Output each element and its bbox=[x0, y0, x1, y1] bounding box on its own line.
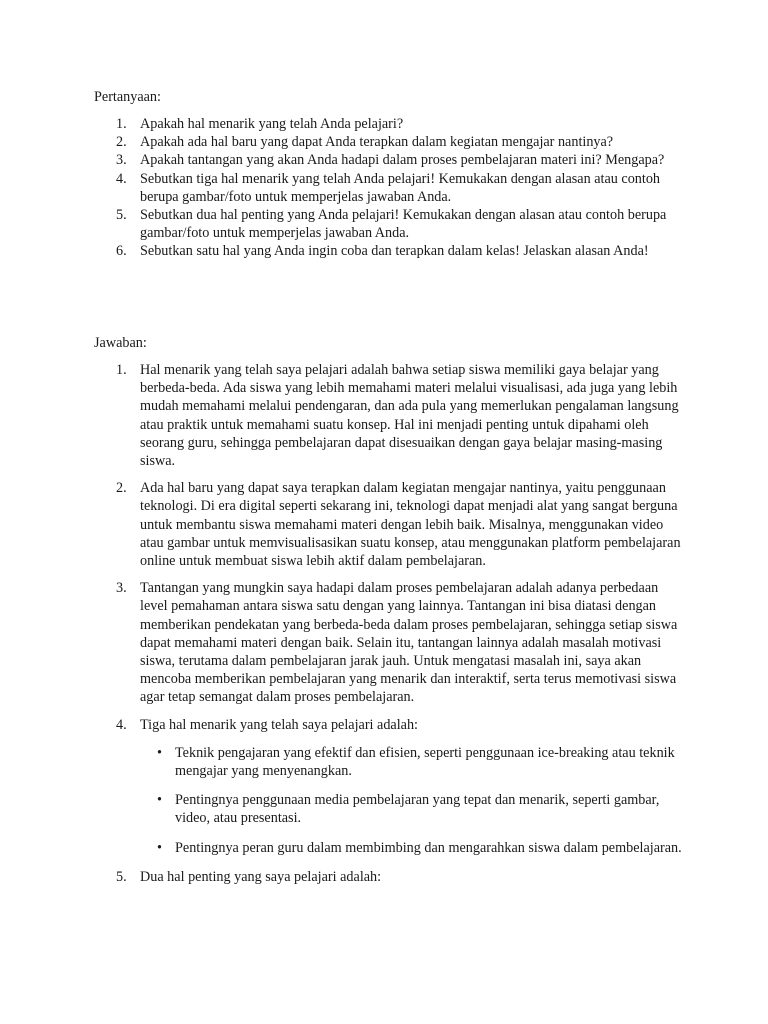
question-text: Apakah tantangan yang akan Anda hadapi dalam proses pembelajaran materi ini? Mengapa? bbox=[140, 152, 665, 169]
question-item bbox=[94, 151, 694, 169]
questions-heading: Pertanyaan: bbox=[94, 89, 161, 105]
question-item bbox=[94, 206, 694, 242]
question-text: Sebutkan dua hal penting yang Anda pelajari! Kemukakan dengan alasan atau contoh berupa gambar/foto untuk memperjelas jawaban Anda. bbox=[140, 207, 667, 242]
answer-text: Dua hal penting yang saya pelajari adalah: bbox=[140, 868, 382, 885]
answers-heading: Jawaban: bbox=[94, 335, 147, 351]
question-item bbox=[94, 170, 694, 206]
question-number: 2. bbox=[116, 134, 127, 151]
question-number: 1. bbox=[116, 116, 127, 132]
question-text: Apakah hal menarik yang telah Anda pelajari? bbox=[140, 116, 404, 132]
bullet-item bbox=[140, 839, 684, 857]
question-item bbox=[94, 242, 694, 260]
answer-text: Hal menarik yang telah saya pelajari adalah bahwa setiap siswa memiliki gaya belajar yang berbeda-beda. Ada siswa yang lebih memahami materi melalui visualisasi, ada juga yang lebih mudah memahami melalui pendengaran, dan ada pula yang memerlukan pengalaman langsung atau praktik untuk memahami suatu konsep. Hal ini menjadi penting untuk dipahami oleh seorang guru, sehingga pembelajaran dapat disesuaikan dengan gaya belajar masing-masing siswa. bbox=[140, 362, 679, 470]
answer-item bbox=[94, 361, 684, 470]
bullet-text: Pentingnya peran guru dalam membimbing dan mengarahkan siswa dalam pembelajaran. bbox=[175, 839, 682, 856]
question-item bbox=[94, 115, 694, 133]
question-number: 4. bbox=[116, 170, 127, 187]
answers-list bbox=[94, 361, 684, 895]
question-text: Sebutkan satu hal yang Anda ingin coba dan terapkan dalam kelas! Jelaskan alasan Anda! bbox=[140, 243, 649, 260]
bullet-item bbox=[140, 744, 684, 780]
question-number: 3. bbox=[116, 152, 127, 169]
question-number: 6. bbox=[116, 243, 127, 260]
question-text: Apakah ada hal baru yang dapat Anda terapkan dalam kegiatan mengajar nantinya? bbox=[140, 134, 614, 151]
answer-number: 1. bbox=[116, 362, 127, 378]
answer-number: 2. bbox=[116, 480, 127, 497]
bullet-text: Teknik pengajaran yang efektif dan efisien, seperti penggunaan ice-breaking atau teknik mengajar yang menyenangkan. bbox=[175, 744, 675, 780]
answer-item bbox=[94, 868, 684, 886]
answer-text: Ada hal baru yang dapat saya terapkan dalam kegiatan mengajar nantinya, yaitu penggunaan teknologi. Di era digital seperti sekarang ini, teknologi dapat menjadi alat yang sangat berguna untuk membantu siswa memahami materi dengan lebih baik. Misalnya, menggunakan video atau gambar untuk memvisualisasikan suatu konsep, atau menggunakan platform pembelajaran online untuk membuat siswa lebih aktif dalam pembelajaran. bbox=[140, 480, 681, 570]
answer-item bbox=[94, 479, 684, 570]
question-number: 5. bbox=[116, 207, 127, 224]
question-item bbox=[94, 133, 694, 151]
answer-text: Tantangan yang mungkin saya hadapi dalam proses pembelajaran adalah adanya perbedaan level pemahaman antara siswa satu dengan yang lainnya. Tantangan ini bisa diatasi dengan memberikan pendekatan yang berbeda-beda dalam proses pembelajaran, sehingga setiap siswa dapat memahami materi dengan baik. Selain itu, tantangan lainnya adalah masalah motivasi siswa, terutama dalam pembelajaran jarak jauh. Untuk mengatasi masalah ini, saya akan mencoba memberikan pembelajaran yang menarik dan interaktif, serta terus memotivasi siswa agar tetap semangat dalam proses pembelajaran. bbox=[140, 580, 678, 706]
questions-list bbox=[94, 115, 694, 261]
bullet-icon: • bbox=[157, 792, 162, 809]
answer-number: 4. bbox=[116, 716, 127, 733]
answer-4-bullet-list bbox=[140, 744, 684, 857]
answer-number: 3. bbox=[116, 580, 127, 597]
bullet-icon: • bbox=[157, 744, 162, 761]
answer-item bbox=[94, 579, 684, 706]
bullet-item bbox=[140, 791, 684, 827]
bullet-icon: • bbox=[157, 839, 162, 856]
answer-text: Tiga hal menarik yang telah saya pelajari adalah: bbox=[140, 716, 418, 733]
answer-item bbox=[94, 716, 684, 857]
bullet-text: Pentingnya penggunaan media pembelajaran yang tepat dan menarik, seperti gambar, video, atau presentasi. bbox=[175, 792, 660, 827]
question-text: Sebutkan tiga hal menarik yang telah Anda pelajari! Kemukakan dengan alasan atau contoh berupa gambar/foto untuk memperjelas jawaban Anda. bbox=[140, 170, 661, 205]
answer-number: 5. bbox=[116, 868, 127, 885]
